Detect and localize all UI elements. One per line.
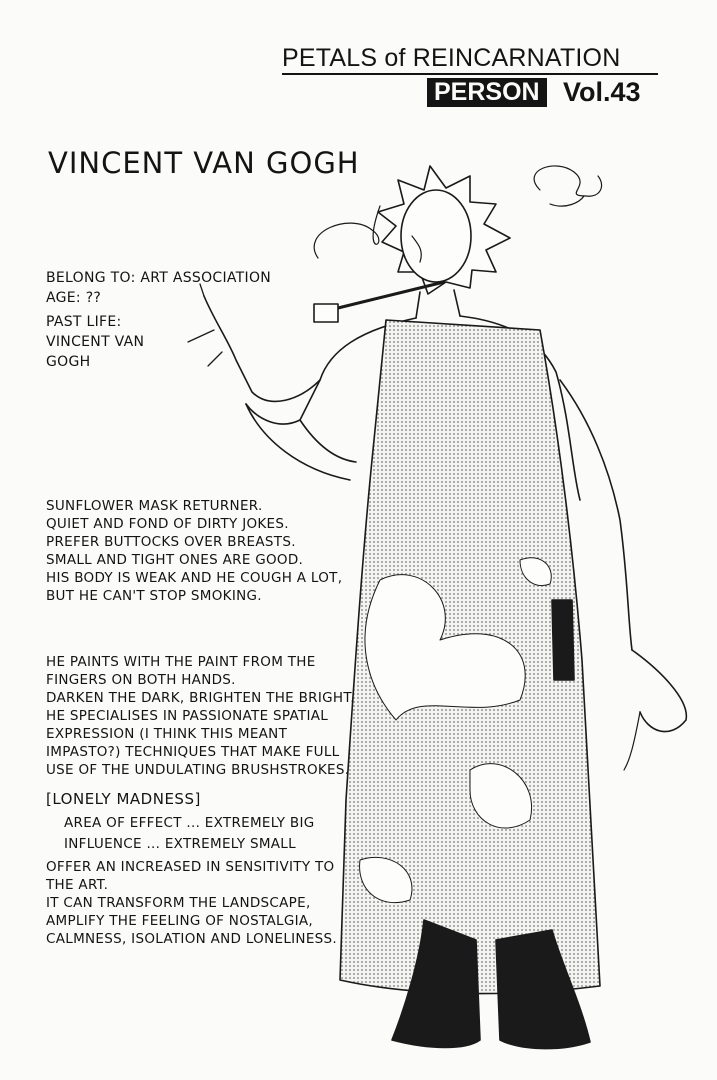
description-line: HIS BODY IS WEAK AND HE COUGH A LOT,	[46, 570, 343, 586]
description-line: SMALL AND TIGHT ONES ARE GOOD.	[46, 552, 304, 568]
ability-effect-line: AMPLIFY THE FEELING OF NOSTALGIA,	[46, 913, 314, 929]
ability-effect-line: CALMNESS, ISOLATION AND LONELINESS.	[46, 931, 337, 947]
profile-line: VINCENT VAN	[46, 334, 145, 350]
description-line: PREFER BUTTOCKS OVER BREASTS.	[46, 534, 296, 550]
ability-area: AREA OF EFFECT ... EXTREMELY BIG	[64, 815, 315, 831]
ability-effect-block	[46, 858, 337, 948]
description-line: QUIET AND FOND OF DIRTY JOKES.	[46, 516, 289, 532]
series-title: PETALS of REINCARNATION	[282, 44, 621, 72]
profile-block	[46, 268, 271, 372]
header-divider	[282, 73, 658, 75]
painting-line: IMPASTO?) TECHNIQUES THAT MAKE FULL	[46, 744, 340, 760]
profile-line: GOGH	[46, 354, 91, 370]
profile-line: BELONG TO: ART ASSOCIATION	[46, 270, 272, 286]
painting-line: DARKEN THE DARK, BRIGHTEN THE BRIGHT.	[46, 690, 355, 706]
ability-effect-line: IT CAN TRANSFORM THE LANDSCAPE,	[46, 895, 311, 911]
painting-line: HE SPECIALISES IN PASSIONATE SPATIAL	[46, 708, 329, 724]
painting-line: USE OF THE UNDULATING BRUSHSTROKES.	[46, 762, 350, 778]
painting-block	[46, 653, 355, 779]
ability-effect-line: OFFER AN INCREASED IN SENSITIVITY TO	[46, 859, 335, 875]
painting-line: EXPRESSION (I THINK THIS MEANT	[46, 726, 288, 742]
ability-title: [LONELY MADNESS]	[46, 790, 201, 808]
character-name: VINCENT VAN GOGH	[48, 146, 360, 180]
description-line: SUNFLOWER MASK RETURNER.	[46, 498, 263, 514]
ability-effect-line: THE ART.	[46, 877, 109, 893]
volume-number: Vol.43	[563, 77, 641, 107]
category-badge: PERSON	[427, 78, 547, 107]
description-line: BUT HE CAN'T STOP SMOKING.	[46, 588, 262, 604]
profile-line: AGE: ??	[46, 290, 102, 306]
painting-line: FINGERS ON BOTH HANDS.	[46, 672, 236, 688]
painting-line: HE PAINTS WITH THE PAINT FROM THE	[46, 654, 316, 670]
profile-line: PAST LIFE:	[46, 314, 122, 330]
ability-influence: INFLUENCE ... EXTREMELY SMALL	[64, 836, 296, 852]
description-block	[46, 497, 342, 605]
